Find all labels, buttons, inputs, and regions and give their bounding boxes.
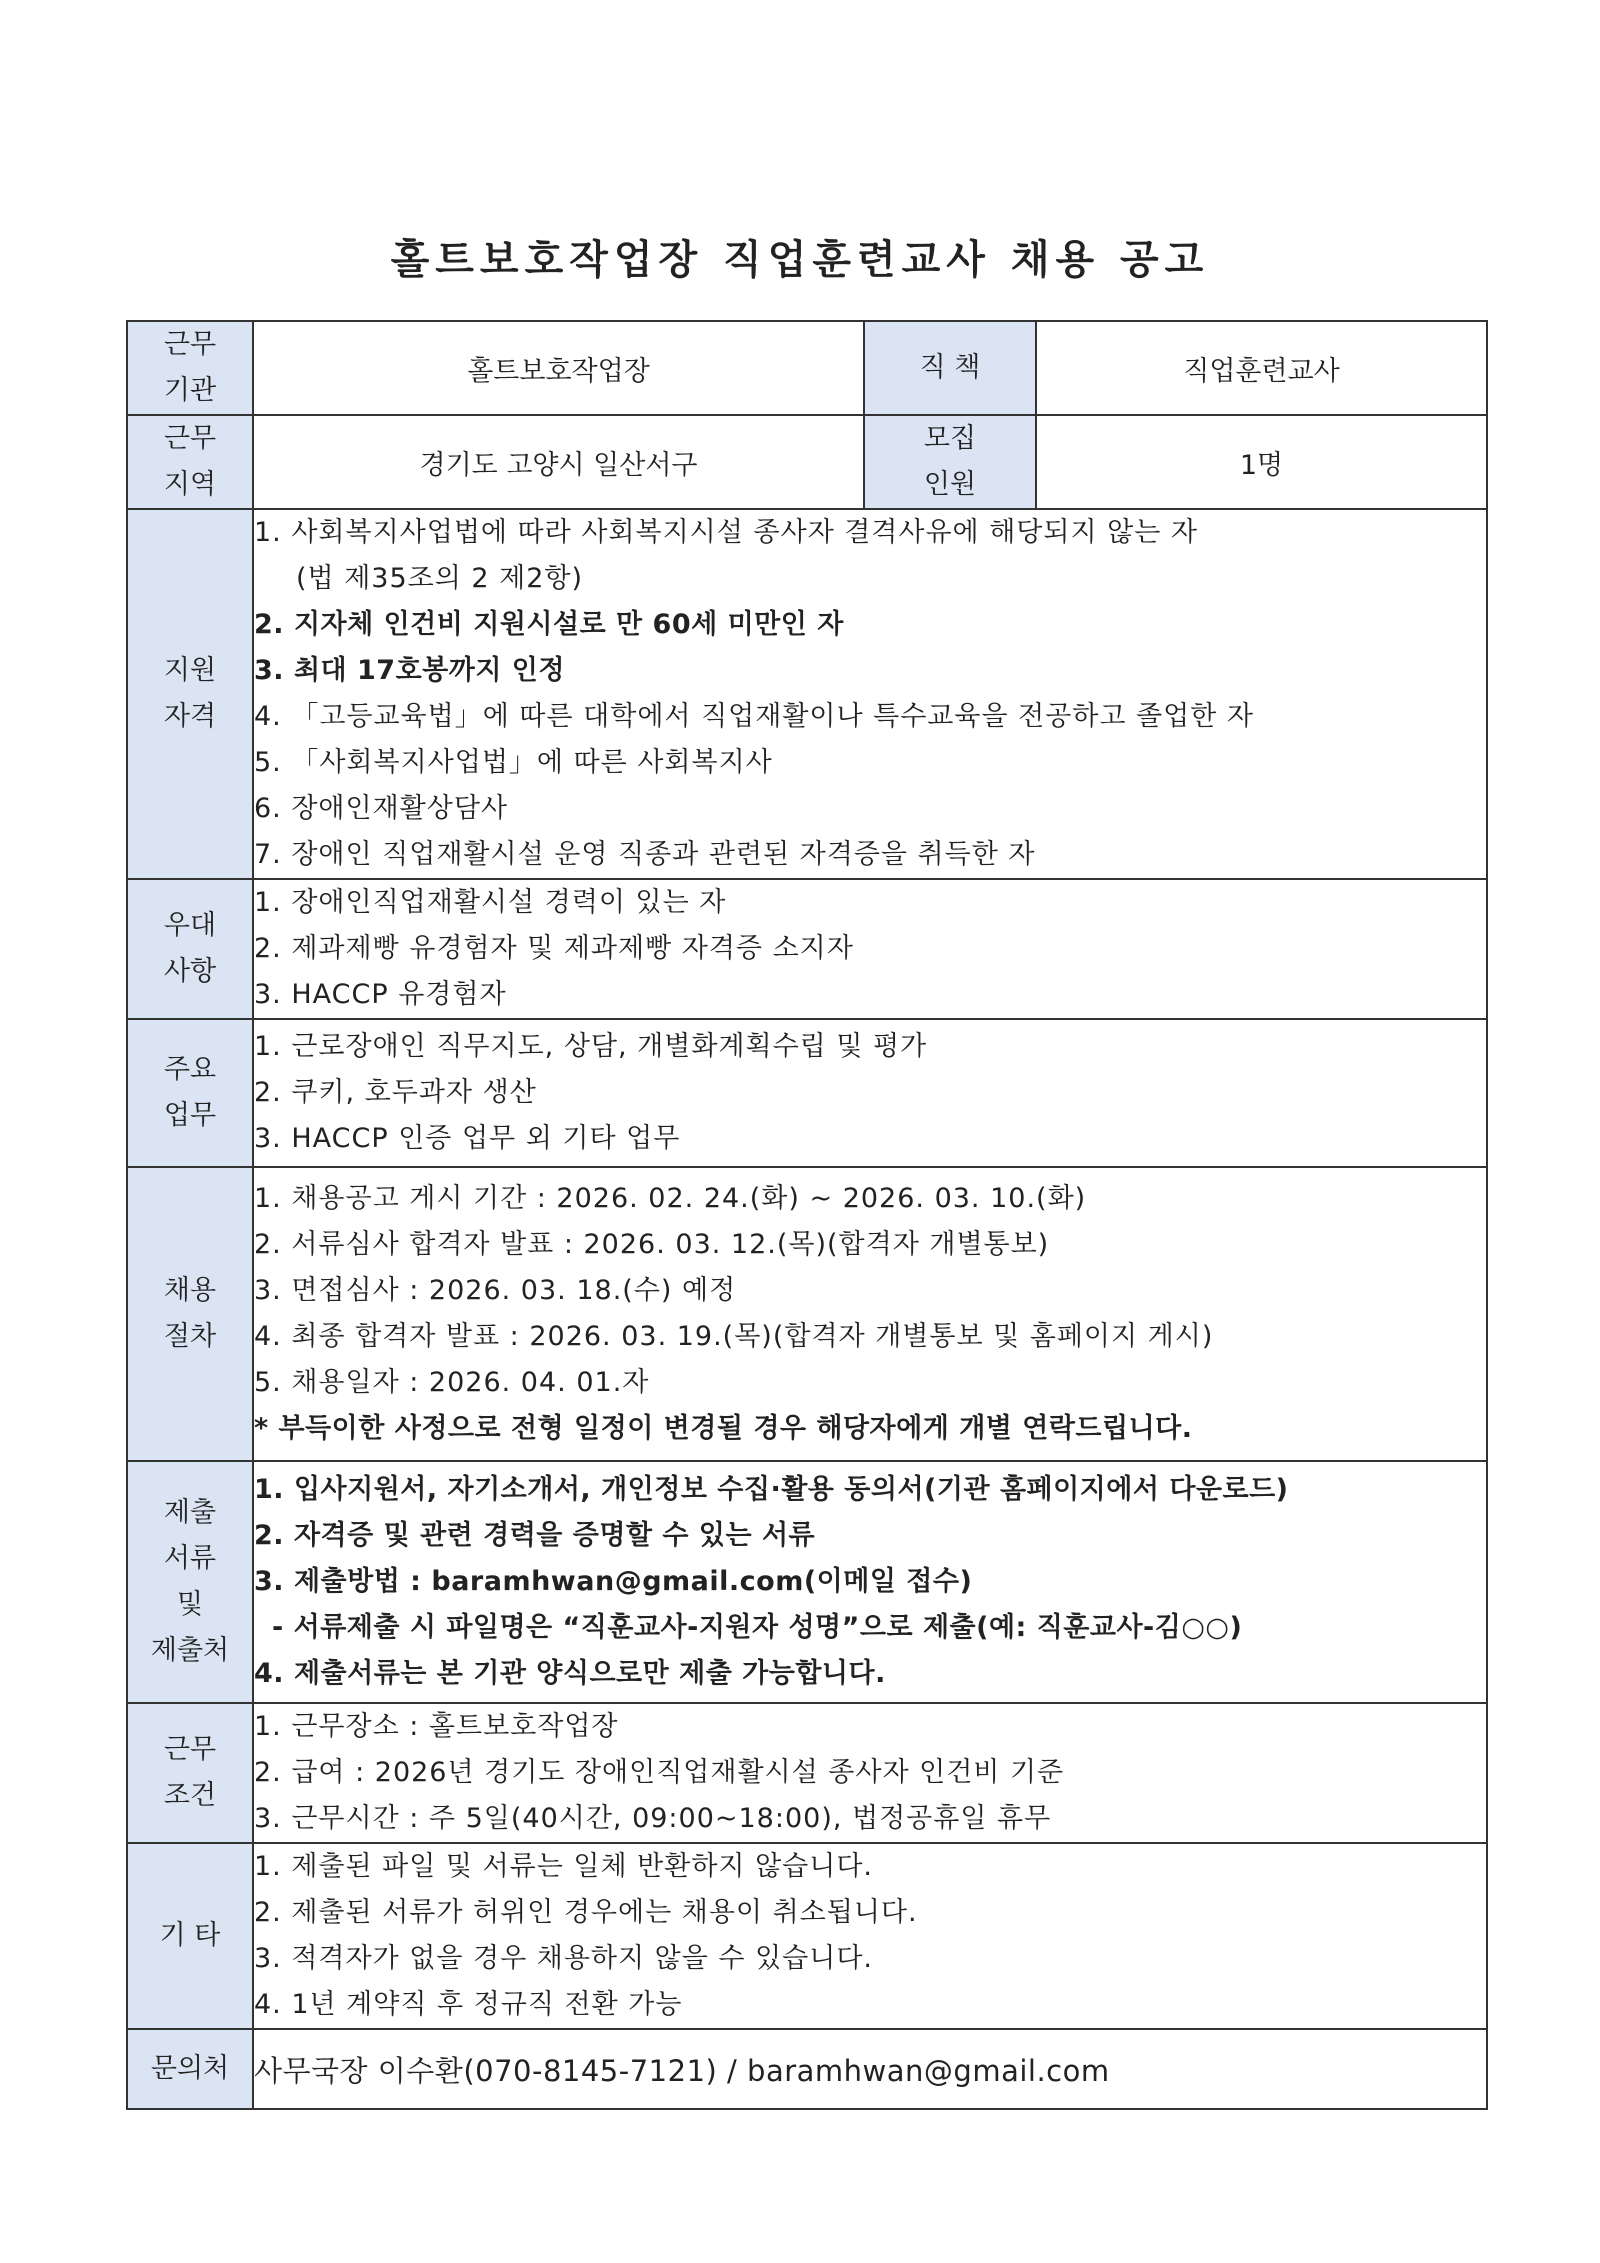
list-item: (법 제35조의 2 제2항) — [296, 563, 584, 594]
label-duties: 주요 업무 — [127, 1019, 253, 1167]
row-region — [127, 415, 1487, 509]
list-item: 3. 근무시간 : 주 5일(40시간, 09:00~18:00), 법정공휴일 휴무 — [254, 1803, 1052, 1834]
row-qualifications — [127, 509, 1487, 879]
list-item: 2. 서류심사 합격자 발표 : 2026. 03. 12.(목)(합격자 개별통보) — [254, 1229, 1050, 1260]
list-item: 3. HACCP 인증 업무 외 기타 업무 — [254, 1123, 681, 1154]
list-item: 1. 사회복지사업법에 따라 사회복지시설 종사자 결격사유에 해당되지 않는 자 — [254, 517, 1198, 548]
list-item: 3. 적격자가 없을 경우 채용하지 않을 수 있습니다. — [254, 1943, 873, 1974]
value-position: 직업훈련교사 — [1036, 321, 1487, 415]
list-item: 1. 입사지원서, 자기소개서, 개인정보 수집·활용 동의서(기관 홈페이지에서 다운로드) — [254, 1474, 1289, 1505]
label-etc: 기 타 — [127, 1843, 253, 2029]
list-item: 6. 장애인재활상담사 — [254, 793, 508, 824]
list-item: 7. 장애인 직업재활시설 운영 직종과 관련된 자격증을 취득한 자 — [254, 839, 1036, 870]
label-qualifications: 지원 자격 — [127, 509, 253, 879]
list-item: 2. 지자체 인건비 지원시설로 만 60세 미만인 자 — [254, 609, 844, 640]
list-item: - 서류제출 시 파일명은 “직훈교사-지원자 성명”으로 제출(예: 직훈교사-김○○) — [272, 1612, 1243, 1643]
documents-list — [253, 1461, 1487, 1703]
label-documents: 제출 서류 및 제출처 — [127, 1461, 253, 1703]
list-item: 3. 면접심사 : 2026. 03. 18.(수) 예정 — [254, 1275, 737, 1306]
conditions-list — [253, 1703, 1487, 1843]
label-procedure: 채용 절차 — [127, 1167, 253, 1461]
duties-list — [253, 1019, 1487, 1167]
list-item: 4. 「고등교육법」에 따른 대학에서 직업재활이나 특수교육을 전공하고 졸업한 자 — [254, 701, 1254, 732]
row-documents — [127, 1461, 1487, 1703]
list-item: 1. 장애인직업재활시설 경력이 있는 자 — [254, 887, 727, 918]
label-conditions: 근무 조건 — [127, 1703, 253, 1843]
list-item: 4. 1년 계약직 후 정규직 전환 가능 — [254, 1989, 683, 2020]
list-item: 5. 「사회복지사업법」에 따른 사회복지사 — [254, 747, 773, 778]
contact-info: 사무국장 이수환(070-8145-7121) / baramhwan@gmail.com — [253, 2029, 1487, 2109]
list-item: 1. 제출된 파일 및 서류는 일체 반환하지 않습니다. — [254, 1851, 873, 1882]
list-item: 3. 제출방법 : baramhwan@gmail.com(이메일 접수) — [254, 1566, 973, 1597]
value-institution: 홀트보호작업장 — [253, 321, 864, 415]
procedure-list — [253, 1167, 1487, 1461]
list-item: 3. HACCP 유경험자 — [254, 979, 507, 1010]
list-item: 1. 근무장소 : 홀트보호작업장 — [254, 1711, 619, 1742]
etc-list — [253, 1843, 1487, 2029]
list-item: 4. 제출서류는 본 기관 양식으로만 제출 가능합니다. — [254, 1658, 886, 1689]
list-item: * 부득이한 사정으로 전형 일정이 변경될 경우 해당자에게 개별 연락드립니다. — [254, 1413, 1193, 1444]
list-item: 2. 급여 : 2026년 경기도 장애인직업재활시설 종사자 인건비 기준 — [254, 1757, 1065, 1788]
preferences-list — [253, 879, 1487, 1019]
list-item: 2. 쿠키, 호두과자 생산 — [254, 1077, 537, 1108]
row-conditions — [127, 1703, 1487, 1843]
row-contact — [127, 2029, 1487, 2109]
qualifications-list — [253, 509, 1487, 879]
label-region: 근무 지역 — [127, 415, 253, 509]
label-institution: 근무 기관 — [127, 321, 253, 415]
row-etc — [127, 1843, 1487, 2029]
recruitment-table — [126, 320, 1488, 2110]
label-preferences: 우대 사항 — [127, 879, 253, 1019]
label-headcount: 모집 인원 — [864, 415, 1036, 509]
list-item: 2. 제과제빵 유경험자 및 제과제빵 자격증 소지자 — [254, 933, 854, 964]
list-item: 5. 채용일자 : 2026. 04. 01.자 — [254, 1367, 650, 1398]
list-item: 1. 근로장애인 직무지도, 상담, 개별화계획수립 및 평가 — [254, 1031, 928, 1062]
row-institution — [127, 321, 1487, 415]
row-preferences — [127, 879, 1487, 1019]
row-duties — [127, 1019, 1487, 1167]
label-position: 직 책 — [864, 321, 1036, 415]
list-item: 3. 최대 17호봉까지 인정 — [254, 655, 565, 686]
label-contact: 문의처 — [127, 2029, 253, 2109]
page-title: 홀트보호작업장 직업훈련교사 채용 공고 — [390, 237, 1210, 283]
list-item: 2. 제출된 서류가 허위인 경우에는 채용이 취소됩니다. — [254, 1897, 918, 1928]
value-headcount: 1명 — [1036, 415, 1487, 509]
list-item: 1. 채용공고 게시 기간 : 2026. 02. 24.(화) ~ 2026. 03. 10.(화) — [254, 1183, 1087, 1214]
list-item: 2. 자격증 및 관련 경력을 증명할 수 있는 서류 — [254, 1520, 816, 1551]
list-item: 4. 최종 합격자 발표 : 2026. 03. 19.(목)(합격자 개별통보 및 홈페이지 게시) — [254, 1321, 1214, 1352]
value-region: 경기도 고양시 일산서구 — [253, 415, 864, 509]
row-procedure — [127, 1167, 1487, 1461]
